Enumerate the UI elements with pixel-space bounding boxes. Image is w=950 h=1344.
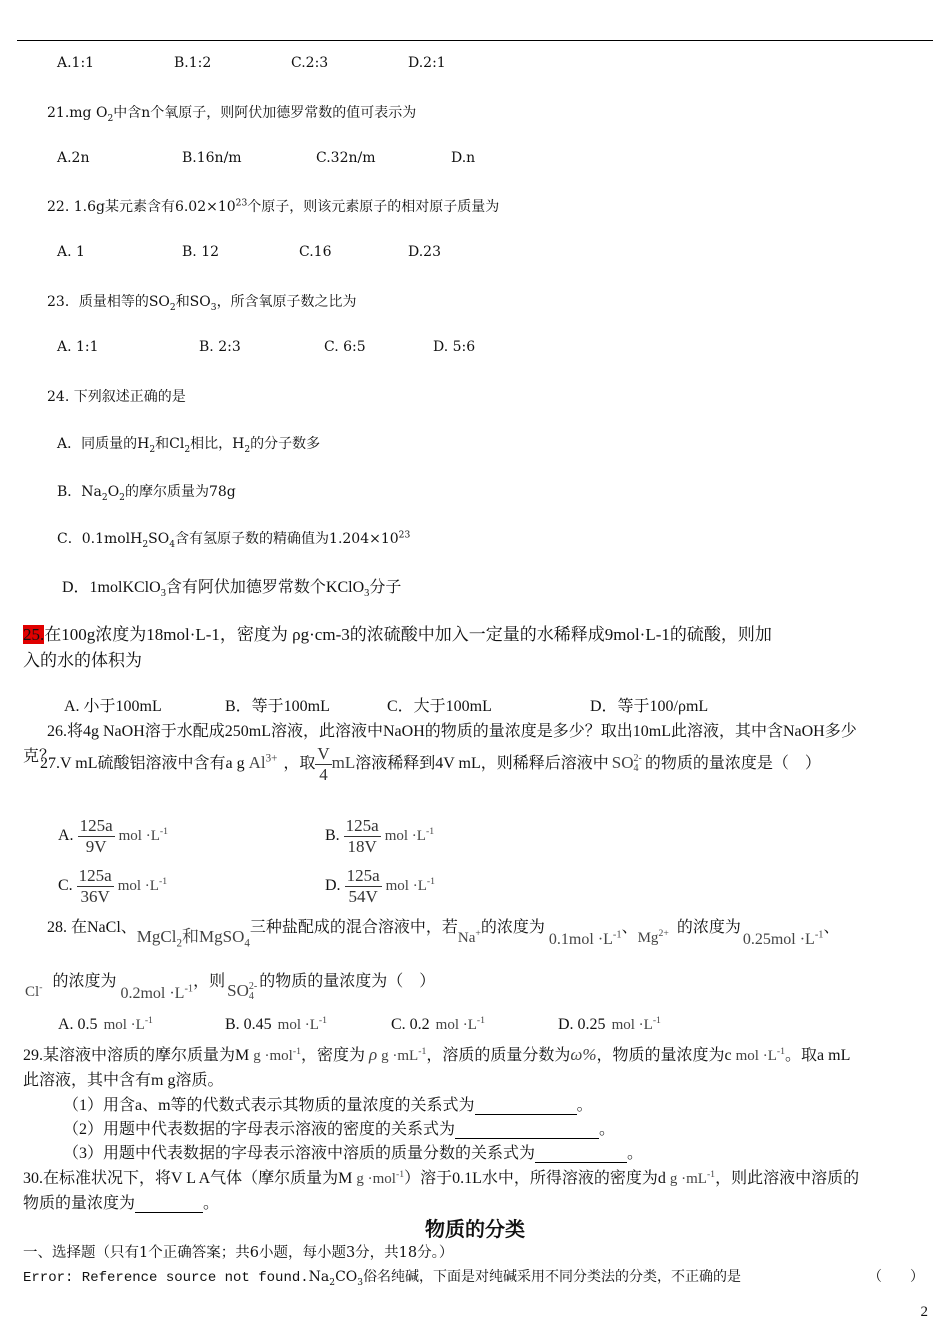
q23-option-b: B. 2:3 bbox=[199, 339, 241, 355]
header-rule bbox=[17, 40, 933, 41]
q25-option-a: A. 小于100mL bbox=[64, 698, 162, 715]
q29-sub-3: （3）用题中代表数据的字母表示溶液中溶质的质量分数的关系式为 。 bbox=[63, 1145, 644, 1162]
error-line: Error: Reference source not $found.Na_2CO_3$俗名纯碱，下面是对纯碱采用不同分类法的分类，不正确的是 bbox=[23, 1269, 742, 1288]
answer-blank-2[interactable] bbox=[455, 1124, 599, 1139]
q25-option-d: D．等于100/ρmL bbox=[590, 698, 709, 715]
q21-option-c: C.32n/m bbox=[316, 150, 376, 166]
q30-stem: 30.在标准状况下，将V L A气体（摩尔质量为M g ·mol$^{-1}$）溶于0.1L水中，所得溶液的密度为d $g \cdot mL^{-1}$，则此溶液中溶质的 bbox=[23, 1169, 860, 1187]
q27-stem: 27.V mL硫酸铝溶液中含有a g $Al^{3+}$ ，取 $\frac{V}{4}$ mL溶液稀释到4V mL，则稀释后溶液中 SO 2- 4 的物质的量浓度是（ ） bbox=[40, 743, 821, 784]
q28-stem-2: Cl- 的浓度为$0.2mol \cdot L^{-1}$，则 SO 2- 4 的物质的量浓度为（ ） bbox=[25, 973, 436, 1003]
answer-blank-1[interactable] bbox=[475, 1100, 577, 1115]
q21-option-d: D.n bbox=[451, 150, 476, 166]
q23-stem: 23．质量相等的$SO_2$和$SO_3$，所含氧原子数之比为 bbox=[47, 294, 357, 313]
q28-option-b: B. 0.45 mol $\cdot L^{-1}$ bbox=[225, 1015, 328, 1033]
q29-stem-2: 此溶液，其中含有m g溶质。 bbox=[23, 1072, 224, 1089]
q26-stem-2: 克？ bbox=[23, 748, 56, 765]
q28-option-c: C. 0.2 mol $\cdot L^{-1}$ bbox=[391, 1015, 486, 1033]
q20-option-d: D.2:1 bbox=[408, 55, 446, 71]
q22-option-b: B. 12 bbox=[182, 244, 220, 260]
q21-option-a: A.2n bbox=[57, 150, 90, 166]
q24-option-a: A．同质量的$H_2$和$Cl_2$相比，$H_2$的分子数多 bbox=[57, 436, 321, 455]
q25-number: 25. bbox=[23, 625, 45, 644]
q28-option-a: A. 0.5 mol $\cdot L^{-1}$ bbox=[58, 1015, 153, 1033]
q24-option-b: B．$Na_2O_2$的摩尔质量为78g bbox=[57, 484, 236, 503]
q22-option-d: D.23 bbox=[408, 244, 441, 260]
q20-option-a: A.1:1 bbox=[57, 55, 95, 71]
q30-stem-2: 物质的量浓度为 。 bbox=[23, 1195, 220, 1212]
q22-options bbox=[57, 244, 441, 260]
answer-blank-4[interactable] bbox=[135, 1198, 203, 1213]
q23-options bbox=[57, 339, 475, 355]
q23-option-c: C. 6:5 bbox=[324, 339, 366, 355]
q29-sub-2: （2）用题中代表数据的字母表示溶液的密度的关系式为 。 bbox=[63, 1121, 616, 1138]
q20-options bbox=[57, 55, 446, 71]
q25-stem: 25.在100g浓度为18mol·L-1，密度为 ρg·cm-3的浓硫酸中加入一定量的水稀释成9mol·L-1的硫酸，则加 bbox=[23, 625, 772, 644]
q20-option-b: B.1:2 bbox=[174, 55, 212, 71]
q27-option-c: C. $\frac{125a}{36V}$ mol $\cdot L^{-1}$ bbox=[58, 866, 168, 906]
q24-option-c: C．$0.1molH_2SO_4$含有氢原子数的精确值为$1.204\times 10^{23}$ bbox=[57, 530, 411, 550]
q29-stem: 29.某溶液中溶质的摩尔质量为M g ·mol$^{-1}$，密度为 ρ $g \cdot mL^{-1}$，溶质的质量分数为ω%，物质的量浓度为c mol $\cdot L^{-1}$。取a mL bbox=[23, 1045, 851, 1064]
q27-option-b: B. $\frac{125a}{18V}$ mol $\cdot L^{-1}$ bbox=[325, 816, 435, 856]
q21-options bbox=[57, 150, 475, 166]
q27-option-a: A. $\frac{125a}{9V}$ mol $\cdot L^{-1}$ bbox=[58, 816, 168, 856]
q27-fraction: $\frac{V}{4}$ bbox=[317, 743, 330, 784]
q22-stem: 22. 1.6g某元素含有$6.02\times 10^{23}$个原子，则该元素原子的相对原子质量为 bbox=[47, 198, 500, 215]
q28-stem: 28. 在NaCl、MgCl$_2$和MgSO$_4$三种盐配成的混合溶液中，若Na+的浓度为$0.1mol \cdot L^{-1}$、$Mg^{2+}$ 的浓度为$0.25mol \cdot L^{-1}$、 bbox=[47, 919, 840, 950]
section-heading: 一、选择题（只有1个正确答案；共6小题，每小题3分，共18分。） bbox=[23, 1245, 454, 1261]
q21-option-b: B.16n/m bbox=[182, 150, 242, 166]
q25-option-c: C．大于100mL bbox=[387, 698, 492, 715]
q25-option-b: B．等于100mL bbox=[225, 698, 330, 715]
page-number: 2 bbox=[920, 1304, 928, 1320]
answer-blank-3[interactable] bbox=[535, 1148, 627, 1163]
q26-stem: 26.将4g NaOH溶于水配成250mL溶液，此溶液中NaOH的物质的量浓度是多少？取出10mL此溶液，其中含NaOH多少 bbox=[47, 723, 857, 740]
q23-option-d: D. 5:6 bbox=[433, 339, 476, 355]
q27-option-d: D. $\frac{125a}{54V}$ mol $\cdot L^{-1}$ bbox=[325, 866, 435, 906]
q24-stem: 24. 下列叙述正确的是 bbox=[47, 389, 186, 405]
answer-paren: （ ） bbox=[868, 1269, 924, 1285]
q25-options bbox=[64, 693, 708, 716]
q23-option-a: A. 1:1 bbox=[57, 339, 99, 355]
q20-option-c: C.2:3 bbox=[291, 55, 329, 71]
q22-option-c: C.16 bbox=[299, 244, 332, 260]
q28-option-d: D. 0.25 mol $\cdot L^{-1}$ bbox=[558, 1015, 661, 1033]
q29-sub-1: （1）用含a、m等的代数式表示其物质的量浓度的关系式为 。 bbox=[63, 1097, 593, 1114]
q28-options bbox=[58, 1016, 661, 1034]
q22-option-a: A. 1 bbox=[57, 244, 85, 260]
q25-stem-2: 入的水的体积为 bbox=[23, 651, 142, 670]
q24-option-d: D．1molKClO$_3$含有阿伏加德罗常数个KClO$_3$分子 bbox=[62, 579, 402, 600]
section-title: 物质的分类 bbox=[425, 1217, 525, 1241]
q21-stem: 21.mg $O_2$中含n个氧原子，则阿伏加德罗常数的值可表示为 bbox=[47, 105, 417, 124]
